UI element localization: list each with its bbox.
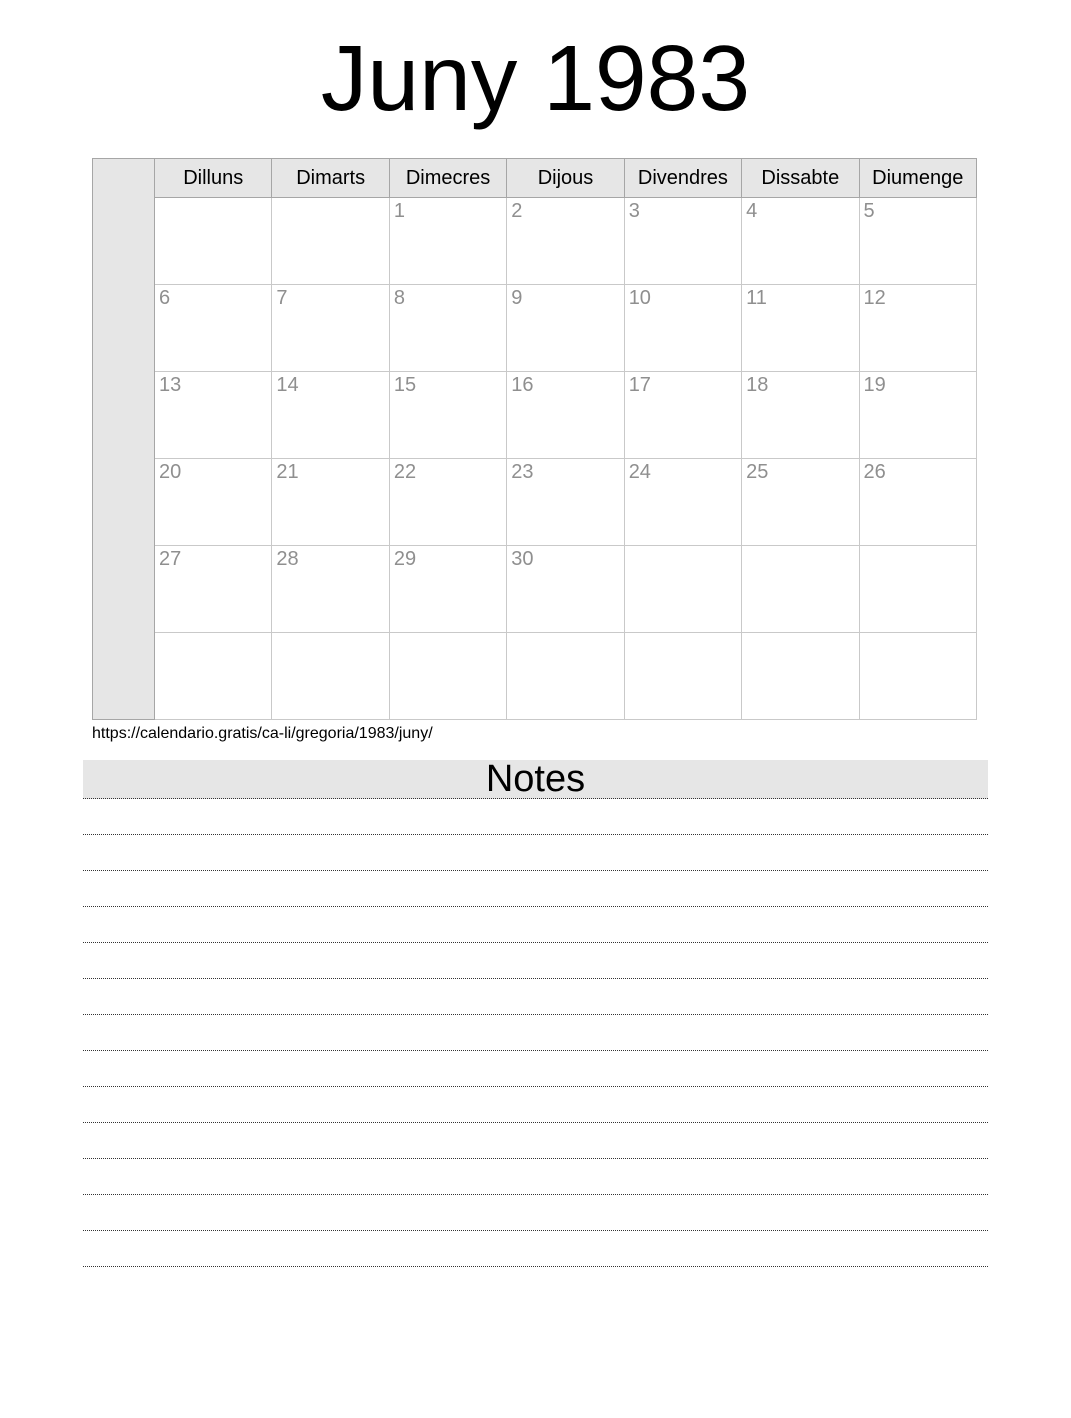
calendar-day-cell: 25: [742, 459, 859, 546]
calendar-day-cell: [507, 633, 624, 720]
calendar-day-cell: 29: [389, 546, 506, 633]
calendar-week-row: [93, 198, 977, 285]
source-url: https://calendario.gratis/ca-li/gregoria/1983/juny/: [92, 725, 433, 742]
notes-lines: [83, 799, 988, 1267]
calendar-day-cell: 4: [742, 198, 859, 285]
calendar-day-cell: 16: [507, 372, 624, 459]
calendar-week-row: [93, 459, 977, 546]
calendar-day-cell: [155, 633, 272, 720]
note-line: [83, 907, 988, 943]
calendar-day-cell: 2: [507, 198, 624, 285]
calendar-day-cell: [859, 546, 976, 633]
calendar-day-cell: 9: [507, 285, 624, 372]
calendar-day-cell: 30: [507, 546, 624, 633]
calendar-day-cell: 28: [272, 546, 389, 633]
weekday-header: Dilluns: [155, 159, 272, 198]
calendar-day-cell: 26: [859, 459, 976, 546]
calendar-day-cell: 22: [389, 459, 506, 546]
calendar-day-cell: [624, 546, 741, 633]
calendar-day-cell: [742, 546, 859, 633]
calendar-day-cell: 12: [859, 285, 976, 372]
calendar-week-row: [93, 546, 977, 633]
note-line: [83, 1159, 988, 1195]
note-line: [83, 1231, 988, 1267]
weekday-header: Diumenge: [859, 159, 976, 198]
weekday-header: Dimarts: [272, 159, 389, 198]
note-line: [83, 1087, 988, 1123]
calendar-day-cell: 24: [624, 459, 741, 546]
calendar-day-cell: 13: [155, 372, 272, 459]
calendar-day-cell: 14: [272, 372, 389, 459]
calendar-day-cell: 17: [624, 372, 741, 459]
calendar-header-row: [93, 159, 977, 198]
calendar-day-cell: 8: [389, 285, 506, 372]
calendar-day-cell: 11: [742, 285, 859, 372]
calendar-day-cell: 23: [507, 459, 624, 546]
note-line: [83, 1195, 988, 1231]
calendar-day-cell: 5: [859, 198, 976, 285]
weekday-header: Dissabte: [742, 159, 859, 198]
calendar-day-cell: 21: [272, 459, 389, 546]
weekday-header: Dijous: [507, 159, 624, 198]
note-line: [83, 835, 988, 871]
note-line: [83, 943, 988, 979]
note-line: [83, 1051, 988, 1087]
note-line: [83, 871, 988, 907]
page-title: Juny 1983: [320, 26, 751, 130]
note-line: [83, 1123, 988, 1159]
calendar-day-cell: 18: [742, 372, 859, 459]
calendar-day-cell: 19: [859, 372, 976, 459]
notes-section: [83, 760, 988, 1267]
note-line: [83, 979, 988, 1015]
calendar-day-cell: 10: [624, 285, 741, 372]
notes-header: [83, 760, 988, 799]
calendar-day-cell: [272, 633, 389, 720]
calendar-day-cell: [624, 633, 741, 720]
calendar-page: [0, 26, 1071, 1267]
calendar-day-cell: 15: [389, 372, 506, 459]
calendar-day-cell: 7: [272, 285, 389, 372]
note-line: [83, 1015, 988, 1051]
calendar-day-cell: 27: [155, 546, 272, 633]
calendar-day-cell: [742, 633, 859, 720]
calendar-day-cell: 1: [389, 198, 506, 285]
calendar-day-cell: 3: [624, 198, 741, 285]
weekday-header: Dimecres: [389, 159, 506, 198]
note-line: [83, 799, 988, 835]
calendar-week-row: [93, 372, 977, 459]
calendar-day-cell: 6: [155, 285, 272, 372]
calendar-day-cell: [155, 198, 272, 285]
calendar-week-row: [93, 285, 977, 372]
notes-title: Notes: [485, 758, 586, 800]
calendar-day-cell: 20: [155, 459, 272, 546]
calendar-left-strip: [93, 159, 155, 720]
calendar-week-row: [93, 633, 977, 720]
calendar-table: [92, 158, 977, 720]
weekday-header: Divendres: [624, 159, 741, 198]
calendar-day-cell: [272, 198, 389, 285]
calendar-day-cell: [859, 633, 976, 720]
calendar-day-cell: [389, 633, 506, 720]
